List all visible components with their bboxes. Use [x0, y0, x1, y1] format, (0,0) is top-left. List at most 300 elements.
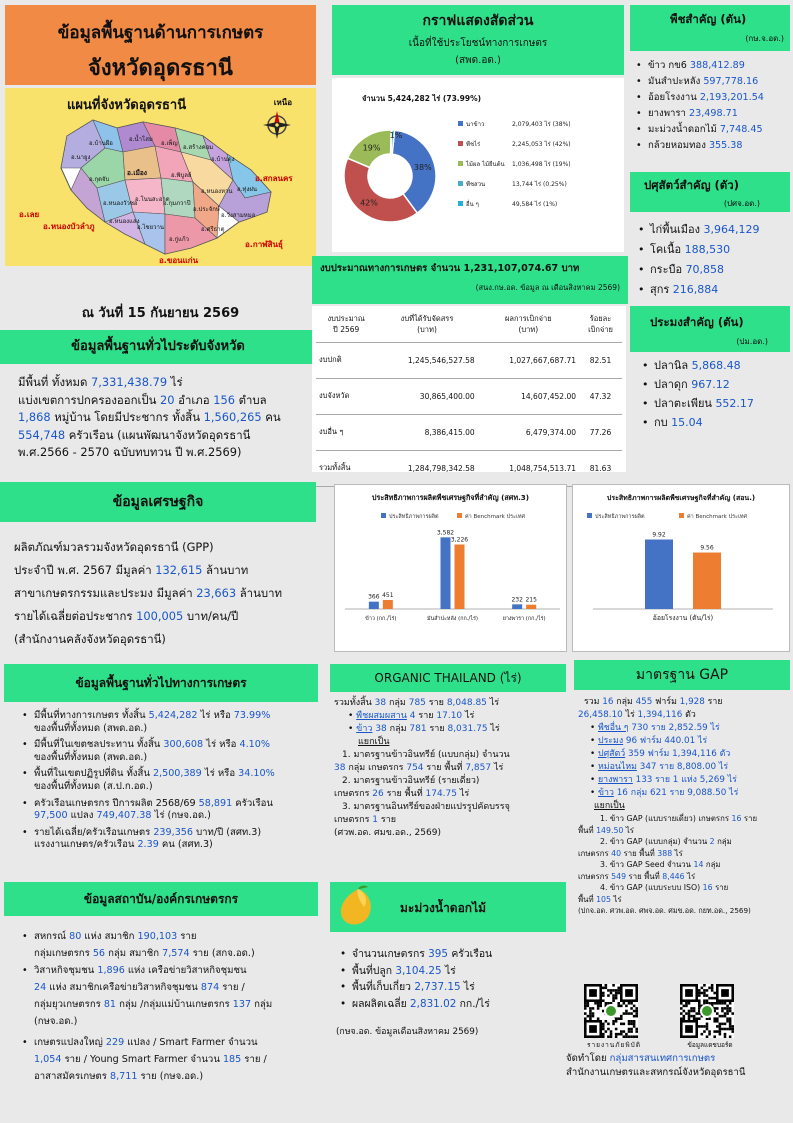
qr-module	[605, 987, 608, 990]
legend-label: นาข้าว	[466, 121, 485, 128]
qr-module	[589, 1017, 592, 1020]
pie-header	[332, 5, 624, 75]
district-label: อ.สร้างคอม	[183, 144, 214, 151]
slice-label: 38%	[413, 163, 432, 173]
qr-module	[698, 1025, 701, 1028]
qr-module	[729, 1035, 732, 1038]
list-item: • อ้อยโรงงาน 2,193,201.54	[634, 90, 793, 106]
qr-module	[680, 1017, 683, 1020]
category-label: อ้อยโรงงาน (ตัน/ไร่)	[652, 614, 714, 622]
qr-module	[610, 989, 613, 992]
bar-value-label: 451	[382, 591, 394, 599]
qr-module	[625, 1035, 628, 1038]
mango-header	[330, 882, 566, 932]
legend-label: พืชสวน	[466, 181, 486, 188]
legend-label: ประสิทธิภาพการผลิต	[389, 514, 439, 520]
qr-module	[630, 1007, 633, 1010]
pie-sub1: เนื้อที่ใช้ประโยชน์ทางการเกษตร	[408, 38, 548, 49]
qr-disaster-report[interactable]	[584, 984, 638, 1038]
legend-swatch	[458, 181, 463, 186]
qr-module	[630, 1028, 633, 1031]
qr-module	[719, 1030, 722, 1033]
qr-module	[708, 1030, 711, 1033]
neighbor-label: อ.กาฬสินธุ์	[245, 240, 283, 249]
qr-module	[698, 994, 701, 997]
qr-module	[719, 1023, 722, 1026]
qr-module	[716, 1017, 719, 1020]
qr-module	[617, 1005, 620, 1008]
qr-module	[635, 1012, 638, 1015]
footer: จัดทำโดย กลุ่มสารสนเทศการเกษตร สำนักงานเกษตรและสหกรณ์จังหวัดอุดรธานี	[566, 1053, 746, 1078]
qr-finder	[625, 989, 633, 997]
neighbor-label: อ.สกลนคร	[255, 174, 293, 183]
qr-module	[589, 1010, 592, 1013]
qr-module	[617, 1002, 620, 1005]
qr-module	[713, 1007, 716, 1010]
qr-module	[623, 1023, 626, 1026]
qr-module	[698, 1007, 701, 1010]
qr-module	[635, 1007, 638, 1010]
list-item: • วิสาหกิจชุมชน 1,896 แห่ง เครือข่ายวิสาหกิจชุมชน 24 แห่ง สมาชิกเครือข่ายวิสาหกิจชุมชน 874 ราย / กลุ่มยุวเกษตรกร 81 กลุ่ม /กลุ่มแม่บ้านเกษตรกร 137 กลุ่ม (กษจ.อด.)	[20, 962, 318, 1030]
qr-module	[615, 1020, 618, 1023]
budget-header	[312, 256, 628, 304]
qr-module	[703, 999, 706, 1002]
bar-value-label: 9.92	[652, 531, 666, 539]
qr-module	[584, 1017, 587, 1020]
district-label: อ.หนองหาน	[201, 188, 233, 195]
list-item: • โคเนื้อ 188,530	[636, 240, 792, 260]
qr-module	[623, 1002, 626, 1005]
qr-module	[597, 1002, 600, 1005]
qr-module	[716, 1012, 719, 1015]
qr-module	[589, 1007, 592, 1010]
bar-value-label: 215	[525, 596, 537, 604]
qr-module	[698, 1012, 701, 1015]
qr-module	[690, 1015, 693, 1018]
qr-module	[615, 992, 618, 995]
org-header: ข้อมูลสถาบัน/องค์กรเกษตรกร	[4, 882, 318, 916]
budget-table-panel	[312, 306, 626, 472]
qr-module	[713, 992, 716, 995]
qr-module	[706, 989, 709, 992]
qr-module	[633, 1020, 636, 1023]
qr-module	[628, 1035, 631, 1038]
qr-module	[605, 1002, 608, 1005]
qr-module	[610, 1035, 613, 1038]
qr-module	[620, 1015, 623, 1018]
qr-module	[623, 1030, 626, 1033]
qr-module	[628, 1020, 631, 1023]
qr-module	[716, 1007, 719, 1010]
qr-module	[690, 1007, 693, 1010]
qr-module	[615, 1028, 618, 1031]
bar-value-label: 9.56	[700, 544, 714, 552]
list-item: • รายได้เฉลี่ย/ครัวเรือนเกษตร 239,356 บาท/ปี (สศท.3) แรงงานเกษตร/ครัวเรือน 2.39 คน (สศท.3)	[20, 827, 318, 852]
qr-module	[731, 1025, 734, 1028]
qr-module	[630, 1023, 633, 1026]
econ-header: ข้อมูลเศรษฐกิจ	[0, 482, 316, 522]
qr-module	[597, 1007, 600, 1010]
qr-module	[726, 1017, 729, 1020]
qr-module	[602, 1035, 605, 1038]
qr-dashboard[interactable]	[680, 984, 734, 1038]
livestock-list	[636, 220, 792, 300]
qr-module	[628, 1028, 631, 1031]
qr-module	[605, 1020, 608, 1023]
district-label: อ.กุดจับ	[89, 176, 110, 183]
qr-module	[688, 1002, 691, 1005]
org-list	[20, 928, 318, 1085]
table-row: งบอื่น ๆ 8,386,415.00 6,479,374.00 77.26	[316, 414, 622, 450]
qr-module	[680, 1007, 683, 1010]
qr-module	[599, 1002, 602, 1005]
qr-module	[695, 1017, 698, 1020]
mango-list	[338, 946, 570, 1012]
list-item: • ปลาดุก 967.12	[640, 375, 790, 394]
qr-module	[617, 1017, 620, 1020]
title-line1: ข้อมูลพื้นฐานด้านการเกษตร	[57, 23, 264, 43]
qr-module	[612, 1023, 615, 1026]
qr-module	[688, 1010, 691, 1013]
pie-chart-panel	[332, 78, 624, 252]
qr-module	[703, 984, 706, 987]
district-label: อ.น้ำโสม	[129, 136, 153, 143]
qr-module	[698, 999, 701, 1002]
qr-module	[703, 992, 706, 995]
qr-module	[617, 992, 620, 995]
district-label: อ.นายูง	[71, 154, 91, 161]
title-line2: จังหวัดอุดรธานี	[88, 56, 233, 81]
list-item: • ข้าว กข6 388,412.89	[634, 58, 793, 74]
legend-swatch	[587, 513, 592, 518]
qr-module	[701, 1025, 704, 1028]
qr-module	[610, 992, 613, 995]
bar-value-label: 232	[511, 596, 523, 604]
qr-module	[615, 1033, 618, 1036]
qr-module	[729, 1007, 732, 1010]
qr-module	[635, 1030, 638, 1033]
qr-module	[731, 1012, 734, 1015]
qr-module	[630, 1020, 633, 1023]
legend-swatch	[458, 201, 463, 206]
qr-module	[716, 1002, 719, 1005]
qr-module	[729, 1028, 732, 1031]
organic-header: ORGANIC THAILAND (ไร่)	[330, 664, 566, 692]
legend-swatch	[381, 513, 386, 518]
budget-source: (สนง.กษ.อด. ข้อมูล ณ เดือนสิงหาคม 2569)	[475, 283, 620, 292]
bar-chart-panel-2	[572, 484, 790, 652]
legend-value: 2,079,403 ไร่ (38%)	[512, 121, 571, 128]
qr-module	[680, 1002, 683, 1005]
district-label: อ.โนนสะอาด	[135, 196, 170, 203]
qr-module	[597, 1005, 600, 1008]
district-label: อ.กู่แก้ว	[169, 236, 190, 243]
legend-swatch	[458, 141, 463, 146]
legend-label: ประสิทธิภาพการผลิต	[595, 514, 645, 520]
qr-module	[628, 1002, 631, 1005]
qr-module	[584, 1002, 587, 1005]
district-label: อ.พิบูลย์	[171, 172, 192, 179]
basic-header: ข้อมูลพื้นฐานทั่วไประดับจังหวัด	[0, 330, 316, 364]
legend-label: อื่น ๆ	[466, 201, 479, 208]
qr-module	[703, 994, 706, 997]
qr-module	[716, 1025, 719, 1028]
qr-module	[703, 1030, 706, 1033]
list-item: • มันสำปะหลัง 597,778.16	[634, 74, 793, 90]
qr-module	[615, 994, 618, 997]
list-item: • ปลานิล 5,868.48	[640, 356, 790, 375]
slice-label: 1%	[389, 131, 403, 140]
qr-module	[713, 1020, 716, 1023]
qr-module	[726, 1007, 729, 1010]
qr-module	[633, 1025, 636, 1028]
qr-module	[701, 992, 704, 995]
crops-header: พืชสำคัญ (ตัน) (กษ.จ.อด.)	[630, 5, 790, 51]
qr-module	[630, 1012, 633, 1015]
qr-module	[716, 1020, 719, 1023]
category-label: มันสำปะหลัง (กก./ไร่)	[427, 616, 478, 622]
bar	[693, 553, 721, 609]
qr-module	[633, 1035, 636, 1038]
qr-module	[719, 1015, 722, 1018]
district-label: อ.บ้านดุง	[211, 156, 235, 163]
qr-module	[592, 1012, 595, 1015]
qr-module	[703, 1002, 706, 1005]
econ-info: ผลิตภัณฑ์มวลรวมจังหวัดอุดรธานี (GPP) ประจำปี พ.ศ. 2567 มีมูลค่า 132,615 ล้านบาท สาขาเกษตรกรรมและประมง มีมูลค่า 23,663 ล้านบาท รายได้เฉลี่ยต่อประชากร 100,005 บาท/คน/ปี (สำนักงานคลังจังหวัดอุดรธานี)	[14, 540, 282, 646]
list-item: • สหกรณ์ 80 แห่ง สมาชิก 190,103 ราย กลุ่มเกษตรกร 56 กลุ่ม สมาชิก 7,574 ราย (สกจ.อด.)	[20, 928, 318, 962]
budget-table	[316, 306, 622, 487]
qr-module	[615, 997, 618, 1000]
qr-module	[706, 1023, 709, 1026]
qr-module	[713, 1002, 716, 1005]
qr-module	[719, 1033, 722, 1036]
qr-module	[711, 1002, 714, 1005]
qr-module	[724, 1028, 727, 1031]
legend-swatch	[679, 513, 684, 518]
qr-module	[623, 1012, 626, 1015]
qr-module	[605, 984, 608, 987]
qr-module	[625, 1010, 628, 1013]
qr-module	[724, 1002, 727, 1005]
qr-module	[713, 997, 716, 1000]
qr-module	[711, 997, 714, 1000]
qr-module	[708, 1002, 711, 1005]
qr-module	[729, 1002, 732, 1005]
qr-module	[701, 1033, 704, 1036]
qr-module	[615, 1017, 618, 1020]
bar	[512, 604, 522, 609]
district-label: อ.หนองวัวซอ	[103, 200, 138, 207]
qr-module	[620, 1005, 623, 1008]
qr-module	[615, 1035, 618, 1038]
qr-module	[612, 997, 615, 1000]
list-item: • จำนวนเกษตรกร 395 ครัวเรือน	[338, 946, 570, 963]
qr-module	[635, 1015, 638, 1018]
qr-module	[635, 1028, 638, 1031]
district-label: อ.ไชยวาน	[137, 224, 164, 231]
qr-module	[721, 1010, 724, 1013]
table-row: งบจังหวัด 30,865,400.00 14,607,452.00 47.32	[316, 378, 622, 414]
district-label: อ.เพ็ญ	[161, 140, 178, 147]
qr-module	[635, 1035, 638, 1038]
qr-module	[721, 1015, 724, 1018]
qr-module	[633, 1015, 636, 1018]
pie-total: จำนวน 5,424,282 ไร่ (73.99%)	[362, 94, 482, 103]
table-header-row: งบประมาณ ปี 2569 งบที่ได้รับจัดสรร (บาท) ผลการเบิกจ่าย (บาท) ร้อยละ เบิกจ่าย	[316, 306, 622, 342]
bar-value-label: 366	[368, 593, 380, 601]
neighbor-label: อ.ขอนแก่น	[159, 256, 199, 265]
qr-module	[607, 1023, 610, 1026]
district-label: อ.ศรีธาตุ	[201, 226, 225, 233]
qr-module	[610, 1033, 613, 1036]
district-label: อ.กุมภวาปี	[163, 200, 191, 207]
list-item: • พื้นที่ปลูก 3,104.25 ไร่	[338, 963, 570, 980]
list-item: • ปลาตะเพียน 552.17	[640, 394, 790, 413]
province-map	[5, 88, 316, 266]
qr-module	[729, 1017, 732, 1020]
qr-module	[706, 1035, 709, 1038]
qr-module	[628, 1023, 631, 1026]
qr-module	[693, 1007, 696, 1010]
agri-list	[20, 710, 318, 852]
list-item: • มีพื้นที่ในเขตชลประทาน ทั้งสิ้น 300,608 ไร่ หรือ 4.10% ของพื้นที่ทั้งหมด (สพด.อด.)	[20, 739, 318, 764]
qr-module	[724, 1007, 727, 1010]
qr-module	[584, 1005, 587, 1008]
qr-module	[625, 1033, 628, 1036]
qr-module	[599, 1005, 602, 1008]
slice-label: 42%	[360, 198, 378, 208]
district-label: อ.บ้านผือ	[89, 140, 113, 147]
list-item: • กระบือ 70,858	[636, 260, 792, 280]
qr-module	[724, 1033, 727, 1036]
qr-module	[721, 1028, 724, 1031]
qr-module	[695, 1012, 698, 1015]
qr-module	[607, 1028, 610, 1031]
qr-module	[620, 1030, 623, 1033]
qr-module	[602, 1028, 605, 1031]
qr-module	[721, 1002, 724, 1005]
qr-module	[592, 1015, 595, 1018]
bar	[383, 600, 393, 609]
qr-module	[693, 1010, 696, 1013]
qr-module	[729, 1025, 732, 1028]
qr-module	[708, 1017, 711, 1020]
legend-value: 1,036,498 ไร่ (19%)	[512, 161, 571, 168]
list-item: • ผลผลิตเฉลี่ย 2,831.02 กก./ไร่	[338, 996, 570, 1013]
qr-module	[617, 1033, 620, 1036]
qr-logo	[702, 1006, 712, 1016]
list-item: • สุกร 216,884	[636, 280, 792, 300]
qr-module	[620, 1033, 623, 1036]
qr-finder	[589, 1025, 597, 1033]
district-label: อ.วังสามหมอ	[221, 212, 256, 219]
list-item: • มีพื้นที่ทางการเกษตร ทั้งสิ้น 5,424,282 ไร่ หรือ 73.99% ของพื้นที่ทั้งหมด (สพด.อด.)	[20, 710, 318, 735]
qr-module	[685, 1012, 688, 1015]
qr-module	[698, 992, 701, 995]
legend-label: ค่า Benchmark ประเทศ	[687, 514, 747, 520]
district-label: อ.เมือง	[127, 169, 147, 177]
qr-module	[726, 1028, 729, 1031]
qr-module	[607, 989, 610, 992]
qr-module	[693, 1017, 696, 1020]
qr-module	[719, 1002, 722, 1005]
qr-module	[708, 997, 711, 1000]
qr-module	[724, 1035, 727, 1038]
qr-module	[602, 1033, 605, 1036]
qr-module	[620, 1023, 623, 1026]
qr-module	[724, 1023, 727, 1026]
qr-module	[587, 1005, 590, 1008]
qr-module	[711, 984, 714, 987]
qr-module	[683, 1010, 686, 1013]
qr-module	[708, 987, 711, 990]
title-box	[5, 5, 316, 85]
qr-logo	[606, 1006, 616, 1016]
bar-chart-panel-1	[334, 484, 567, 652]
qr-module	[721, 1023, 724, 1026]
qr-module	[612, 984, 615, 987]
crops-list	[634, 58, 793, 154]
qr-module	[602, 987, 605, 990]
qr-module	[713, 1035, 716, 1038]
qr-module	[587, 1015, 590, 1018]
qr-finder	[685, 989, 693, 997]
livestock-header: ปศุสัตว์สำคัญ (ตัว) (ปศจ.อด.)	[630, 172, 790, 212]
mango-title: มะม่วงน้ำดอกไม้	[400, 901, 487, 915]
qr-module	[713, 1030, 716, 1033]
qr-module	[724, 1015, 727, 1018]
qr-module	[688, 1015, 691, 1018]
qr-module	[584, 1012, 587, 1015]
qr-module	[630, 1002, 633, 1005]
qr-module	[633, 1005, 636, 1008]
qr-module	[688, 1012, 691, 1015]
qr-module	[683, 1015, 686, 1018]
qr-module	[716, 1030, 719, 1033]
qr-module	[607, 994, 610, 997]
bar	[455, 544, 465, 609]
qr-module	[729, 1020, 732, 1023]
qr-module	[633, 1023, 636, 1026]
qr-module	[612, 989, 615, 992]
qr-disaster-caption: รายงานภัยพิบัติ	[587, 1041, 641, 1049]
qr-module	[617, 987, 620, 990]
qr-module	[597, 1017, 600, 1020]
qr-module	[612, 1020, 615, 1023]
list-item: • กบ 15.04	[640, 413, 790, 432]
qr-module	[706, 999, 709, 1002]
qr-module	[711, 989, 714, 992]
qr-module	[698, 1002, 701, 1005]
basic-info: มีพื้นที่ ทั้งหมด 7,331,438.79 ไร่ แบ่งเขตการปกครองออกเป็น 20 อำเภอ 156 ตำบล 1,868 หมู่บ้าน โดยมีประชากร ทั้งสิ้น 1,560,265 คน 554,748 ครัวเรือน (แผนพัฒนาจังหวัดอุดรธานี พ.ศ.2566 - 2570 ฉบับทบทวน ปี พ.ศ.2569)	[18, 375, 281, 459]
list-item: • มะม่วงน้ำดอกไม้ 7,748.45	[634, 122, 793, 138]
qr-module	[635, 1010, 638, 1013]
qr-module	[706, 1028, 709, 1031]
gap-info: รวม 16 กลุ่ม 455 ฟาร์ม 1,928 ราย 26,458.10 ไร่ 1,394,116 ตัว • พืชอื่น ๆ 730 ราย 2,852.59 ไร่ • ประมง 96 ฟาร์ม 440.01 ไร่ • ปศุสัตว์ 359 ฟาร์ม 1,394,116 ตัว • หม่อนไหม 347 ราย 8,808.00 ไร่ • ยางพารา 133 ราย 1 แห่ง 5,269 ไร่ • ข้าว 16 กลุ่ม 621 ราย 9,088.50 ไร่ แยกเป็น 1. ข้าว GAP (แบบรายเดี่ยว) เกษตรกร 16 ราย พื้นที่ 149.50 ไร่ 2. ข้าว GAP (แบบกลุ่ม) จำนวน 2 กลุ่ม เกษตรกร 40 ราย พื้นที่ 388 ไร่ 3. ข้าว GAP Seed จำนวน 14 กลุ่ม เกษตรกร 549 ราย พื้นที่ 8,446 ไร่ 4. ข้าว GAP (แบบระบบ ISO) 16 ราย พื้นที่ 105 ไร่ (ปกจ.อด. ศวพ.อด. ศพจ.อด. ศมข.อด. กยท.อด., 2569)	[578, 697, 758, 915]
qr-module	[589, 1012, 592, 1015]
qr-module	[602, 1025, 605, 1028]
qr-module	[721, 1007, 724, 1010]
qr-module	[729, 1010, 732, 1013]
legend-label: ไม้ผล ไม้ยืนต้น	[466, 161, 505, 168]
bar	[526, 605, 536, 609]
qr-module	[602, 994, 605, 997]
qr-module	[628, 1030, 631, 1033]
district-label: อ.ประจักษ์	[193, 206, 220, 213]
qr-dashboard-caption: ข้อมูลแดชบอร์ด	[687, 1041, 733, 1049]
qr-module	[724, 1012, 727, 1015]
fish-header: ประมงสำคัญ (ตัน) (ปม.อด.)	[630, 306, 790, 352]
